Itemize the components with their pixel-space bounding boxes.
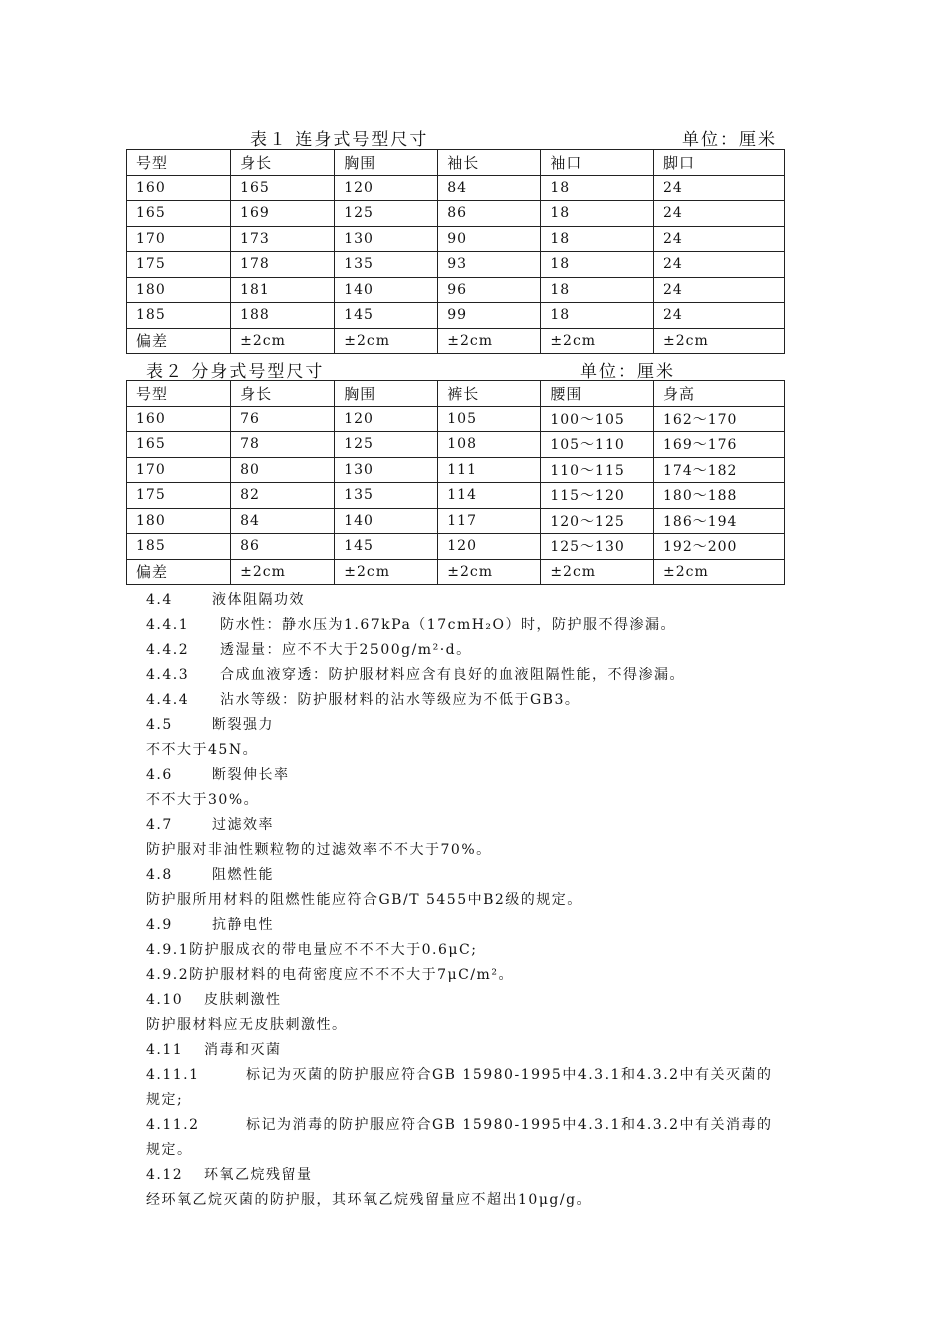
table1 <box>126 149 785 354</box>
table-cell: ±2cm <box>654 328 785 354</box>
table-row <box>127 277 785 303</box>
table-cell: 86 <box>231 534 335 560</box>
table-cell: ±2cm <box>541 328 654 354</box>
section-number: 4.10 <box>146 992 184 1008</box>
section-4-4-4 <box>146 688 580 713</box>
table-cell: 105～110 <box>541 432 654 458</box>
table-cell: 135 <box>335 483 438 509</box>
table-cell: ±2cm <box>654 559 785 585</box>
table-cell: 130 <box>335 457 438 483</box>
section-number: 4.4 <box>146 592 173 608</box>
table-cell: 165 <box>127 432 231 458</box>
table-cell: 135 <box>335 252 438 278</box>
section-title: 阻燃性能 <box>212 867 274 883</box>
table-cell: 84 <box>231 508 335 534</box>
table-cell: 140 <box>335 508 438 534</box>
table-cell: 170 <box>127 226 231 252</box>
table-row <box>127 303 785 329</box>
section-title: 环氧乙烷残留量 <box>204 1167 313 1183</box>
table-cell: 130 <box>335 226 438 252</box>
section-4-12-body: 经环氧乙烷灭菌的防护服，其环氧乙烷残留量应不超出10μg/g。 <box>146 1192 593 1208</box>
table-cell: 173 <box>231 226 335 252</box>
section-number: 4.4.4 <box>146 692 190 708</box>
table-cell: ±2cm <box>335 559 438 585</box>
section-number: 4.11.2 <box>146 1117 200 1133</box>
table-cell: 24 <box>654 226 785 252</box>
table-cell: 100～105 <box>541 406 654 432</box>
table-row <box>127 201 785 227</box>
table-cell: 175 <box>127 483 231 509</box>
table-cell: 105 <box>438 406 541 432</box>
table-cell: 76 <box>231 406 335 432</box>
section-4-10-heading <box>146 988 282 1013</box>
table-cell: 181 <box>231 277 335 303</box>
table-cell: ±2cm <box>438 328 541 354</box>
table-cell: ±2cm <box>438 559 541 585</box>
table2-unit: 单位：厘米 <box>580 362 675 382</box>
section-4-11-2 <box>146 1113 773 1138</box>
table-cell: 188 <box>231 303 335 329</box>
section-number: 4.11.1 <box>146 1067 200 1083</box>
section-4-7-heading <box>146 813 274 838</box>
section-4-7-body: 防护服对非油性颗粒物的过滤效率不不大于70%。 <box>146 842 492 858</box>
table-cell: 120 <box>335 406 438 432</box>
table-row <box>127 483 785 509</box>
table-cell: 90 <box>438 226 541 252</box>
section-number: 4.4.2 <box>146 642 190 658</box>
section-4-9-heading <box>146 913 274 938</box>
table-row <box>127 406 785 432</box>
section-number: 4.7 <box>146 817 173 833</box>
section-number: 4.4.1 <box>146 617 190 633</box>
section-4-4-3 <box>146 663 685 688</box>
section-4-6-body: 不不大于30%。 <box>146 792 260 808</box>
table-cell: 82 <box>231 483 335 509</box>
section-title: 液体阻隔功效 <box>212 592 305 608</box>
section-title: 抗静电性 <box>212 917 274 933</box>
table-cell: 178 <box>231 252 335 278</box>
section-4-6-heading <box>146 763 290 788</box>
table-cell: 170 <box>127 457 231 483</box>
table2-header-cell: 身高 <box>654 381 785 407</box>
table-cell: 186～194 <box>654 508 785 534</box>
table-cell: 140 <box>335 277 438 303</box>
section-text: 防水性：静水压为1.67kPa（17cmH₂O）时，防护服不得渗漏。 <box>220 617 677 633</box>
table-row-tolerance <box>127 559 785 585</box>
table-cell: ±2cm <box>231 559 335 585</box>
table-cell: 169～176 <box>654 432 785 458</box>
table-cell: 165 <box>127 201 231 227</box>
section-4-12-heading <box>146 1163 313 1188</box>
table2-header-cell: 腰围 <box>541 381 654 407</box>
section-number: 4.4.3 <box>146 667 190 683</box>
section-title: 断裂强力 <box>212 717 274 733</box>
table-cell: 78 <box>231 432 335 458</box>
table-cell: 110～115 <box>541 457 654 483</box>
section-title: 皮肤刺激性 <box>204 992 282 1008</box>
section-text: 标记为灭菌的防护服应符合GB 15980-1995中4.3.1和4.3.2中有关灭菌的 <box>246 1067 773 1083</box>
table-row <box>127 534 785 560</box>
table2-header-row <box>127 381 785 407</box>
table-cell: 99 <box>438 303 541 329</box>
table-cell: 174～182 <box>654 457 785 483</box>
table-cell: 115～120 <box>541 483 654 509</box>
table-cell: 160 <box>127 406 231 432</box>
section-4-8-body: 防护服所用材料的阻燃性能应符合GB/T 5455中B2级的规定。 <box>146 892 583 908</box>
section-number: 4.12 <box>146 1167 184 1183</box>
table-cell: 180～188 <box>654 483 785 509</box>
table1-unit: 单位：厘米 <box>682 130 777 150</box>
table1-header-cell: 身长 <box>231 150 335 176</box>
table-row <box>127 252 785 278</box>
table-cell: 偏差 <box>127 328 231 354</box>
table-cell: 18 <box>541 226 654 252</box>
table-cell: 18 <box>541 303 654 329</box>
table-row <box>127 175 785 201</box>
section-title: 消毒和灭菌 <box>204 1042 282 1058</box>
table-cell: 18 <box>541 277 654 303</box>
table2-header-cell: 身长 <box>231 381 335 407</box>
section-number: 4.5 <box>146 717 173 733</box>
table-cell: 偏差 <box>127 559 231 585</box>
table1-header-row <box>127 150 785 176</box>
table-cell: 185 <box>127 303 231 329</box>
table-cell: 24 <box>654 277 785 303</box>
section-text: 合成血液穿透：防护服材料应含有良好的血液阻隔性能，不得渗漏。 <box>220 667 685 683</box>
table1-caption: 表１ 连身式号型尺寸 <box>250 130 429 150</box>
section-title: 断裂伸长率 <box>212 767 290 783</box>
section-text: 透湿量：应不不大于2500g/m²·d。 <box>220 642 472 658</box>
table-cell: 18 <box>541 201 654 227</box>
section-number: 4.6 <box>146 767 173 783</box>
table-cell: 165 <box>231 175 335 201</box>
section-4-8-heading <box>146 863 274 888</box>
table-cell: 114 <box>438 483 541 509</box>
section-4-11-1 <box>146 1063 773 1088</box>
table-row <box>127 457 785 483</box>
table-cell: 18 <box>541 252 654 278</box>
section-title: 过滤效率 <box>212 817 274 833</box>
table-cell: 24 <box>654 252 785 278</box>
table-cell: 108 <box>438 432 541 458</box>
table-cell: 169 <box>231 201 335 227</box>
section-4-4-2 <box>146 638 472 663</box>
table2 <box>126 380 785 585</box>
table1-header-cell: 脚口 <box>654 150 785 176</box>
table-cell: 180 <box>127 508 231 534</box>
table-cell: 80 <box>231 457 335 483</box>
table-cell: 180 <box>127 277 231 303</box>
table-cell: 125 <box>335 201 438 227</box>
section-4-11-2-cont: 规定。 <box>146 1142 193 1158</box>
table1-header-cell: 号型 <box>127 150 231 176</box>
section-4-11-1-cont: 规定; <box>146 1092 184 1108</box>
table-cell: 162～170 <box>654 406 785 432</box>
section-4-5-heading <box>146 713 274 738</box>
table-cell: ±2cm <box>231 328 335 354</box>
section-text: 沾水等级：防护服材料的沾水等级应为不低于GB3。 <box>220 692 581 708</box>
table-cell: 96 <box>438 277 541 303</box>
section-4-4-1 <box>146 613 676 638</box>
table1-header-cell: 袖长 <box>438 150 541 176</box>
table2-header-cell: 裤长 <box>438 381 541 407</box>
table-cell: 160 <box>127 175 231 201</box>
table1-header-cell: 袖口 <box>541 150 654 176</box>
table-cell: 145 <box>335 303 438 329</box>
table-cell: 125～130 <box>541 534 654 560</box>
table-cell: 93 <box>438 252 541 278</box>
table-cell: ±2cm <box>335 328 438 354</box>
table-row-tolerance <box>127 328 785 354</box>
table-cell: 24 <box>654 201 785 227</box>
table-row <box>127 226 785 252</box>
section-4-5-body: 不不大于45N。 <box>146 742 259 758</box>
table-cell: 24 <box>654 175 785 201</box>
table-cell: 24 <box>654 303 785 329</box>
table-cell: 84 <box>438 175 541 201</box>
table-cell: 86 <box>438 201 541 227</box>
table-row <box>127 432 785 458</box>
section-text: 标记为消毒的防护服应符合GB 15980-1995中4.3.1和4.3.2中有关消毒的 <box>246 1117 773 1133</box>
table-cell: 120～125 <box>541 508 654 534</box>
table2-header-cell: 号型 <box>127 381 231 407</box>
table-cell: 117 <box>438 508 541 534</box>
table-cell: 145 <box>335 534 438 560</box>
section-4-10-body: 防护服材料应无皮肤刺激性。 <box>146 1017 348 1033</box>
section-number: 4.11 <box>146 1042 184 1058</box>
table2-header-cell: 胸围 <box>335 381 438 407</box>
table-cell: 111 <box>438 457 541 483</box>
table-cell: ±2cm <box>541 559 654 585</box>
section-number: 4.8 <box>146 867 173 883</box>
table-cell: 185 <box>127 534 231 560</box>
section-4-4-heading <box>146 588 305 613</box>
table-row <box>127 508 785 534</box>
section-number: 4.9 <box>146 917 173 933</box>
section-4-11-heading <box>146 1038 282 1063</box>
table-cell: 120 <box>335 175 438 201</box>
section-4-9-1: 4.9.1防护服成衣的带电量应不不不大于0.6μC; <box>146 942 478 958</box>
table2-caption: 表２ 分身式号型尺寸 <box>146 362 325 382</box>
table-cell: 120 <box>438 534 541 560</box>
section-4-9-2: 4.9.2防护服材料的电荷密度应不不不大于7μC/m²。 <box>146 967 514 983</box>
table-cell: 192～200 <box>654 534 785 560</box>
table-cell: 18 <box>541 175 654 201</box>
table1-header-cell: 胸围 <box>335 150 438 176</box>
table-cell: 175 <box>127 252 231 278</box>
table-cell: 125 <box>335 432 438 458</box>
